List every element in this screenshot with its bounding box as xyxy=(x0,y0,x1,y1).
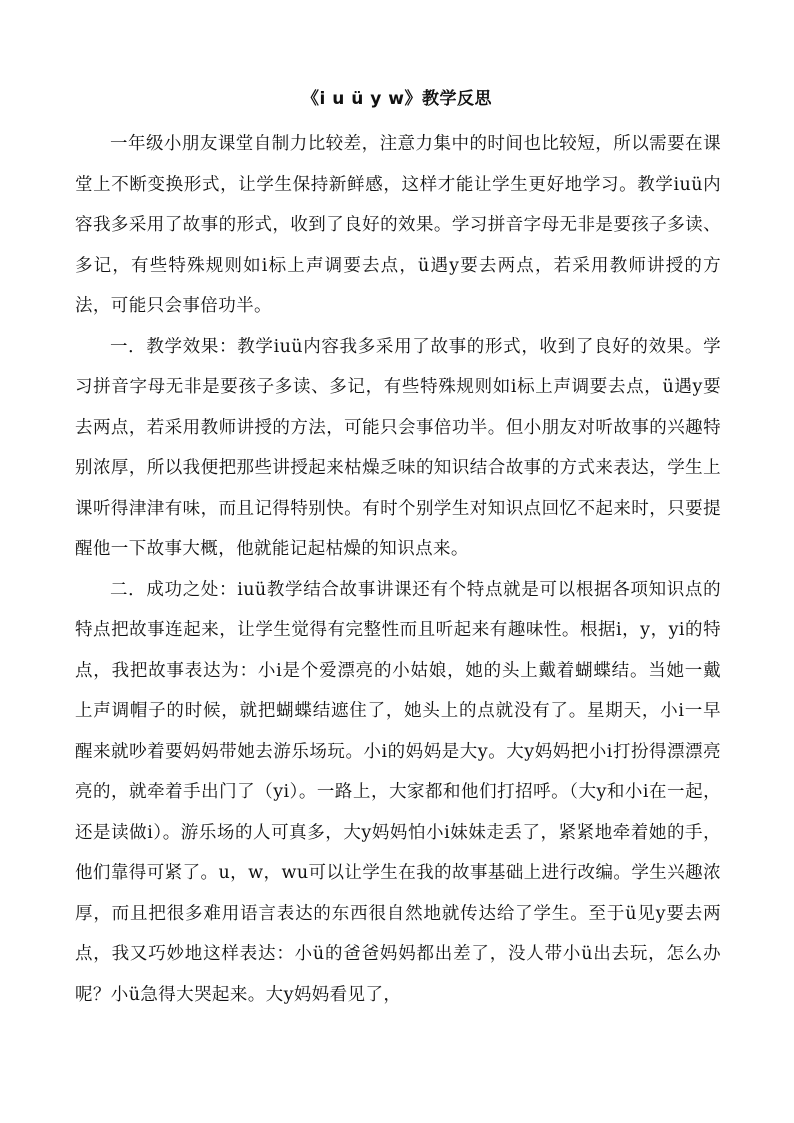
document-title: 《i u ü y w》教学反思 xyxy=(302,89,492,109)
document-body xyxy=(75,124,721,1015)
paragraph-intro: 一年级小朋友课堂自制力比较差，注意力集中的时间也比较短，所以需要在课堂上不断变换形式，让学生保持新鲜感，这样才能让学生更好地学习。教学iuü内容我多采用了故事的形式，收到了良好的效果。学习拼音字母无非是要孩子多读、多记，有些特殊规则如i标上声调要去点，ü遇y要去两点，若采用教师讲授的方法，可能只会事倍功半。 xyxy=(75,134,721,316)
paragraph-teaching-effect: 一．教学效果：教学iuü内容我多采用了故事的形式，收到了良好的效果。学习拼音字母无非是要孩子多读、多记，有些特殊规则如i标上声调要去点，ü遇y要去两点，若采用教师讲授的方法，可能只会事倍功半。但小朋友对听故事的兴趣特别浓厚，所以我便把那些讲授起来枯燥乏味的知识结合故事的方式来表达，学生上课听得津津有味，而且记得特别快。有时个别学生对知识点回忆不起来时，只要提醒他一下故事大概，他就能记起枯燥的知识点来。 xyxy=(75,336,721,559)
paragraph-success-points: 二．成功之处：iuü教学结合故事讲课还有个特点就是可以根据各项知识点的特点把故事连起来，让学生觉得有完整性而且听起来有趣味性。根据i，y，yi的特点，我把故事表达为：小i是个爱漂亮的小姑娘，她的头上戴着蝴蝶结。当她一戴上声调帽子的时候，就把蝴蝶结遮住了，她头上的点就没有了。星期天，小i一早醒来就吵着要妈妈带她去游乐场玩。小i的妈妈是大y。大y妈妈把小i打扮得漂漂亮亮的，就牵着手出门了（yi）。一路上，大家都和他们打招呼。（大y和小i在一起，还是读做i）。游乐场的人可真多，大y妈妈怕小i妹妹走丢了，紧紧地牵着她的手，他们靠得可紧了。u，w，wu可以让学生在我的故事基础上进行改编。学生兴趣浓厚，而且把很多难用语言表达的东西很自然地就传达给了学生。至于ü见y要去两点，我又巧妙地这样表达：小ü的爸爸妈妈都出差了，没人带小ü出去玩，怎么办呢？小ü急得大哭起来。大y妈妈看见了， xyxy=(75,579,721,1005)
